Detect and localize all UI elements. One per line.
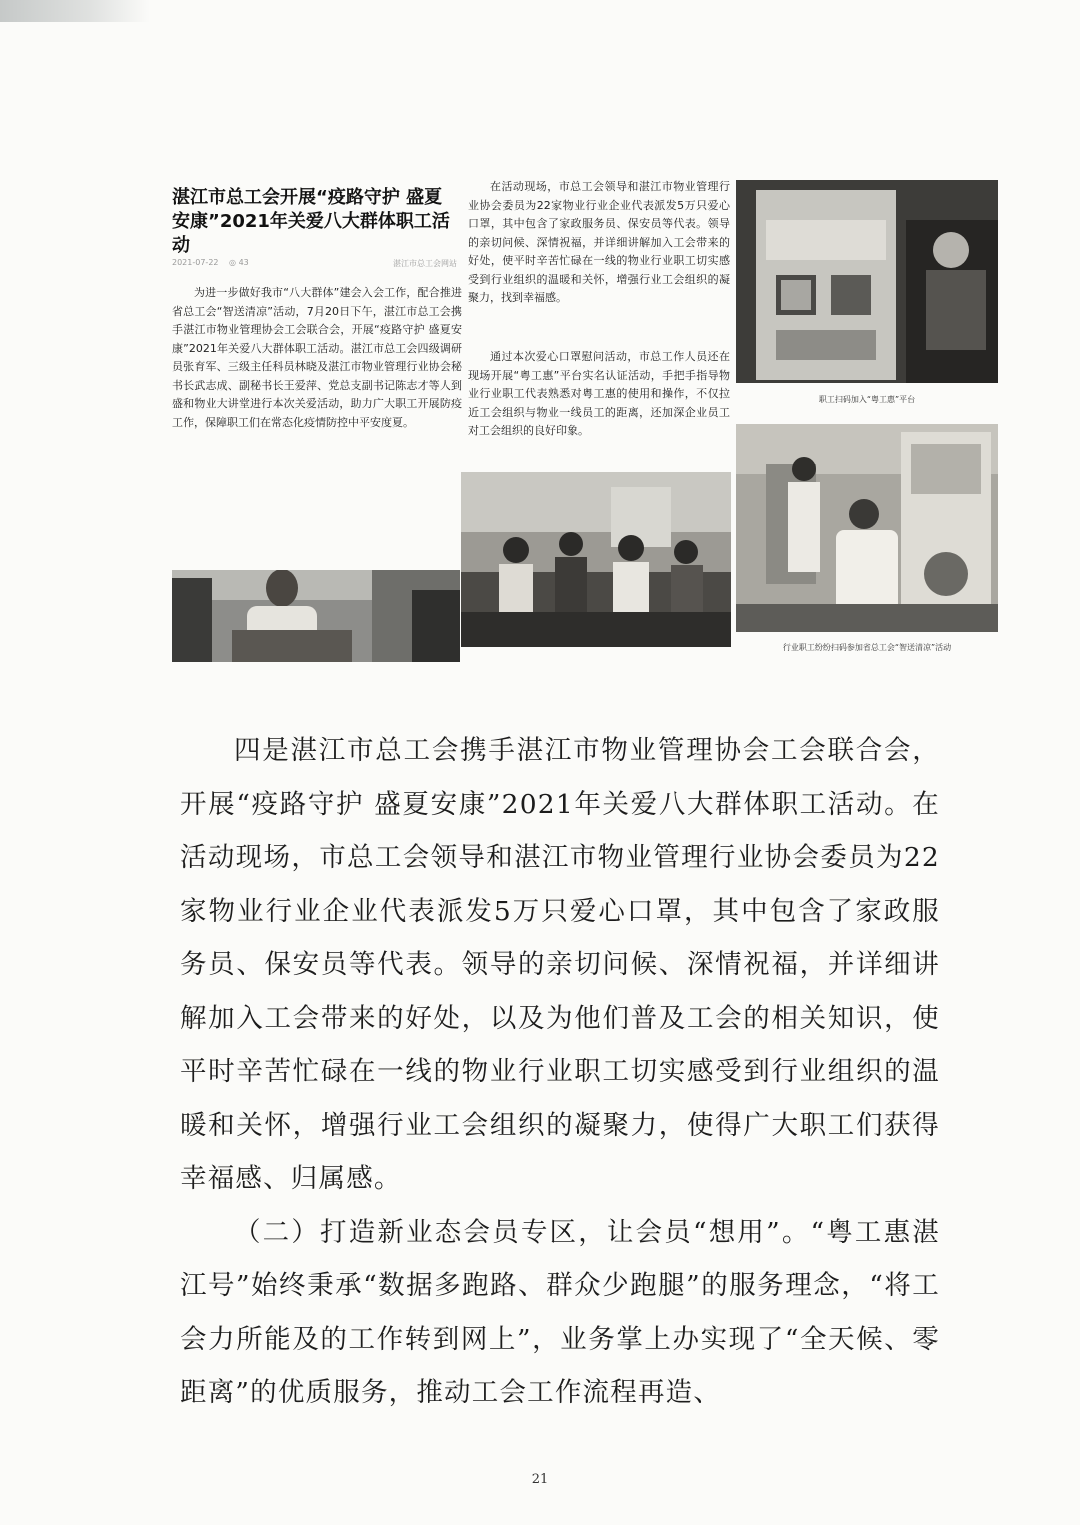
crowd-photo [461,472,731,647]
page-number: 21 [531,1472,549,1487]
article-meta [172,258,457,270]
speaker-photo [172,570,460,662]
body-text [180,724,940,1420]
body-paragraph-1: 四是湛江市总工会携手湛江市物业管理协会工会联合会，开展“疫路守护 盛夏安康”2021年关爱八大群体职工活动。在活动现场，市总工会领导和湛江市物业管理行业协会委员为22家物业行业企业代表派发5万只爱心口罩，其中包含了家政服务员、保安员等代表。领导的亲切问候、深情祝福，并详细讲解加入工会带来的好处，以及为他们普及工会的相关知识，使平时辛苦忙碌在一线的物业行业职工切实感受到行业组织的温暖和关怀，增强行业工会组织的凝聚力，使得广大职工们获得幸福感、归属感。 [180,735,940,1194]
article-title: 湛江市总工会开展“疫路守护 盛夏安康”2021年关爱八大群体职工活动 [172,187,450,256]
photo-caption-1: 职工扫码加入“粤工惠”平台 [818,395,916,404]
scan-poster-photo [736,424,998,632]
article-paragraph-3: 通过本次爱心口罩慰问活动，市总工作人员还在现场开展“粤工惠”平台实名认证活动，手把手指导物业行业职工代表熟悉对粤工惠的使用和操作，不仅拉近工会组织与物业一线员工的距离，还加深企业员工对工会组织的良好印象。 [468,350,730,437]
article-source: 湛江市总工会网站 [393,259,457,268]
qr-board-photo [736,180,998,383]
article-views: 43 [238,258,249,267]
eye-icon: ◎ [229,258,237,267]
article-date: 2021-07-22 [172,258,219,267]
article-paragraph-2: 在活动现场，市总工会领导和湛江市物业管理行业协会委员为22家物业行业企业代表派发5万只爱心口罩，其中包含了家政服务员、保安员等代表。领导的亲切问候、深情祝福，并详细讲解加入工会带来的好处，使平时辛苦忙碌在一线的物业行业职工切实感受到行业组织的温暖和关怀，增强行业工会组织的凝聚力，找到幸福感。 [468,180,730,304]
article-paragraph-1: 为进一步做好我市“八大群体”建会入会工作，配合推进省总工会“智送清凉”活动，7月20日下午，湛江市总工会携手湛江市物业管理协会工会联合会，开展“疫路守护 盛夏安康”2021年关爱八大群体职工活动。湛江市总工会四级调研员张育军、三级主任科员林晓及湛江市物业管理行业协会秘书长武志成、副秘书长王爱萍、党总支副书记陈志才等人到盛和物业大讲堂进行本次关爱活动，助力广大职工开展防疫工作，保障职工们在常态化疫情防控中平安度夏。 [172,286,462,429]
body-paragraph-2: （二）打造新业态会员专区，让会员“想用”。“粤工惠湛江号”始终秉承“数据多跑路、群众少跑腿”的服务理念，“将工会力所能及的工作转到网上”，业务掌上办实现了“全天候、零距离”的优质服务，推动工会工作流程再造、 [180,1216,940,1408]
scan-smudge [0,0,150,22]
article-screenshot [168,172,998,662]
photo-caption-2: 行业职工纷纷扫码参加省总工会“智送清凉”活动 [782,643,952,652]
